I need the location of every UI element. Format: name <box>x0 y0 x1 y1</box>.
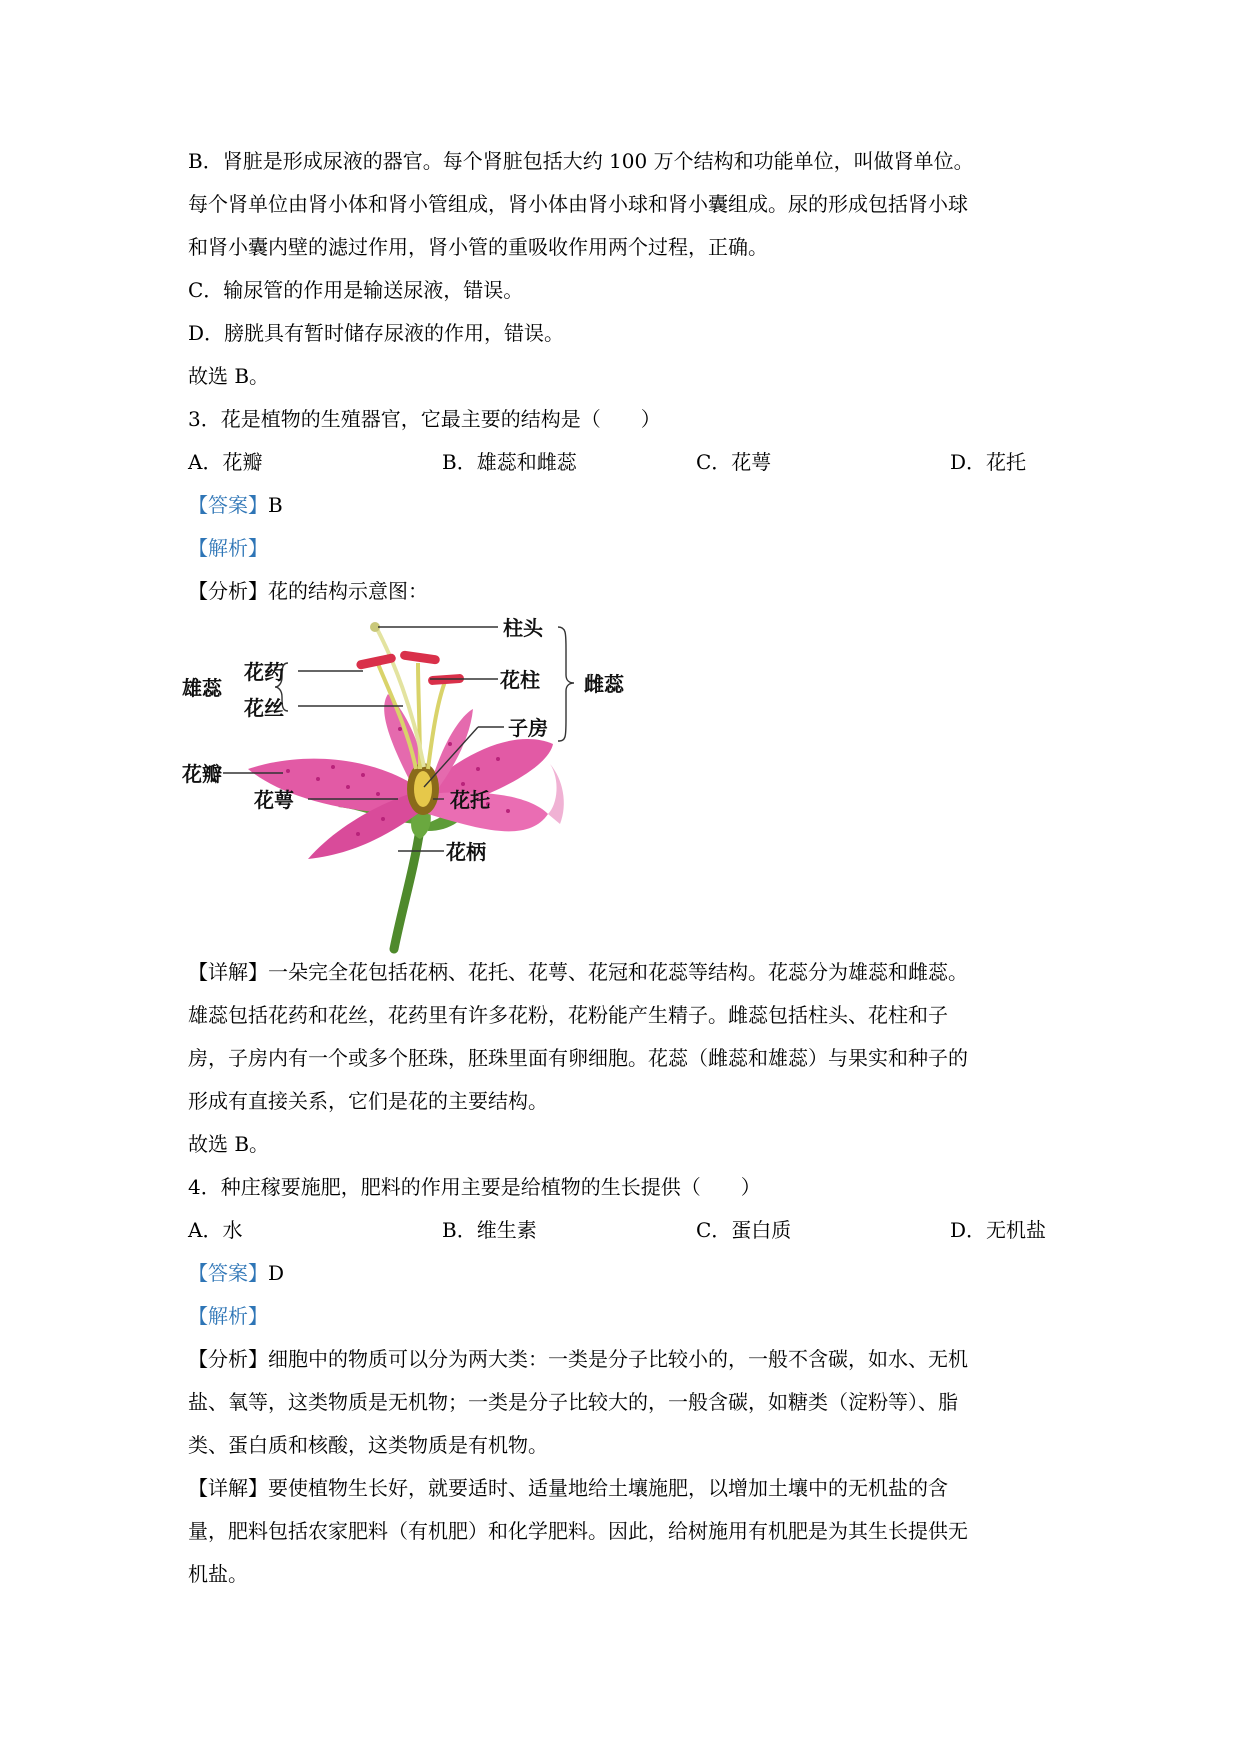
option-b-explanation-line-1: B．肾脏是形成尿液的器官。每个肾脏包括大约 100 万个结构和功能单位，叫做肾单位。 <box>188 149 974 173</box>
detail-line-4: 形成有直接关系，它们是花的主要结构。 <box>188 1089 548 1113</box>
question-4: 4．种庄稼要施肥，肥料的作用主要是给植物的生长提供（ ） <box>188 1175 761 1199</box>
option-d: D．花托 <box>950 450 1027 474</box>
option-a: A．水 <box>188 1218 243 1242</box>
label-filament: 花丝 <box>244 696 284 720</box>
analysis-head: 【分析】 <box>188 1347 268 1371</box>
answer-tag: 【答案】 <box>188 493 268 517</box>
detail-line-2: 量，肥料包括农家肥料（有机肥）和化学肥料。因此，给树施用有机肥是为其生长提供无 <box>188 1519 968 1543</box>
label-stigma: 柱头 <box>503 616 543 640</box>
option-c: C．花萼 <box>696 450 772 474</box>
analysis-line <box>188 570 1058 613</box>
detail-head: 【详解】 <box>188 960 268 984</box>
answer-conclusion: 故选 B。 <box>188 364 270 388</box>
flower-structure-diagram <box>182 616 708 949</box>
option-b: B．维生素 <box>442 1218 537 1242</box>
option-c: C．蛋白质 <box>696 1218 792 1242</box>
question-3-options <box>188 441 1058 484</box>
analysis-tag: 【解析】 <box>188 1304 268 1328</box>
option-b: B．雄蕊和雌蕊 <box>442 450 577 474</box>
analysis-heading <box>188 1295 1058 1338</box>
option-b-explanation-line-3: 和肾小囊内壁的滤过作用，肾小管的重吸收作用两个过程，正确。 <box>188 235 768 259</box>
detail-line-1 <box>188 951 1058 994</box>
answer-value: B <box>268 493 283 517</box>
analysis-text: 花的结构示意图： <box>268 579 428 603</box>
answer-tag: 【答案】 <box>188 1261 268 1285</box>
option-a: A．花瓣 <box>188 450 263 474</box>
option-d: D．无机盐 <box>950 1218 1047 1242</box>
option-b-explanation-line-2: 每个肾单位由肾小体和肾小管组成，肾小体由肾小球和肾小囊组成。尿的形成包括肾小球 <box>188 192 968 216</box>
detail-line-2: 雄蕊包括花药和花丝，花药里有许多花粉，花粉能产生精子。雌蕊包括柱头、花柱和子 <box>188 1003 948 1027</box>
label-petal: 花瓣 <box>182 762 222 786</box>
label-pistil: 雌蕊 <box>584 672 624 696</box>
analysis-line-3: 类、蛋白质和核酸，这类物质是有机物。 <box>188 1433 548 1457</box>
label-sepal: 花萼 <box>254 788 294 812</box>
question-3: 3．花是植物的生殖器官，它最主要的结构是（ ） <box>188 407 661 431</box>
page-content <box>182 140 1058 1596</box>
option-c-explanation: C．输尿管的作用是输送尿液，错误。 <box>188 278 524 302</box>
analysis-text-1: 细胞中的物质可以分为两大类：一类是分子比较小的，一般不含碳，如水、无机 <box>268 1347 968 1371</box>
answer-line <box>188 484 1058 527</box>
detail-line-3: 机盐。 <box>188 1562 248 1586</box>
answer-value: D <box>268 1261 285 1285</box>
analysis-tag: 【解析】 <box>188 536 268 560</box>
detail-line-3: 房，子房内有一个或多个胚珠，胚珠里面有卵细胞。花蕊（雌蕊和雄蕊）与果实和种子的 <box>188 1046 968 1070</box>
detail-text-1: 一朵完全花包括花柄、花托、花萼、花冠和花蕊等结构。花蕊分为雄蕊和雌蕊。 <box>268 960 968 984</box>
question-4-options <box>188 1209 1058 1252</box>
label-receptacle: 花托 <box>450 788 490 812</box>
flower-labels <box>182 616 708 949</box>
label-style: 花柱 <box>500 668 540 692</box>
option-d-explanation: D．膀胱具有暂时储存尿液的作用，错误。 <box>188 321 565 345</box>
label-pedicel: 花柄 <box>446 840 486 864</box>
label-stamen: 雄蕊 <box>182 676 222 700</box>
answer-conclusion: 故选 B。 <box>188 1132 270 1156</box>
analysis-line-2: 盐、氧等，这类物质是无机物；一类是分子比较大的，一般含碳，如糖类（淀粉等）、脂 <box>188 1390 958 1414</box>
analysis-heading <box>188 527 1058 570</box>
detail-line-1 <box>188 1467 1058 1510</box>
detail-text-1: 要使植物生长好，就要适时、适量地给土壤施肥，以增加土壤中的无机盐的含 <box>268 1476 948 1500</box>
analysis-head: 【分析】 <box>188 579 268 603</box>
analysis-line-1 <box>188 1338 1058 1381</box>
label-anther: 花药 <box>244 660 284 684</box>
detail-head: 【详解】 <box>188 1476 268 1500</box>
label-ovary: 子房 <box>508 716 548 740</box>
answer-line <box>188 1252 1058 1295</box>
